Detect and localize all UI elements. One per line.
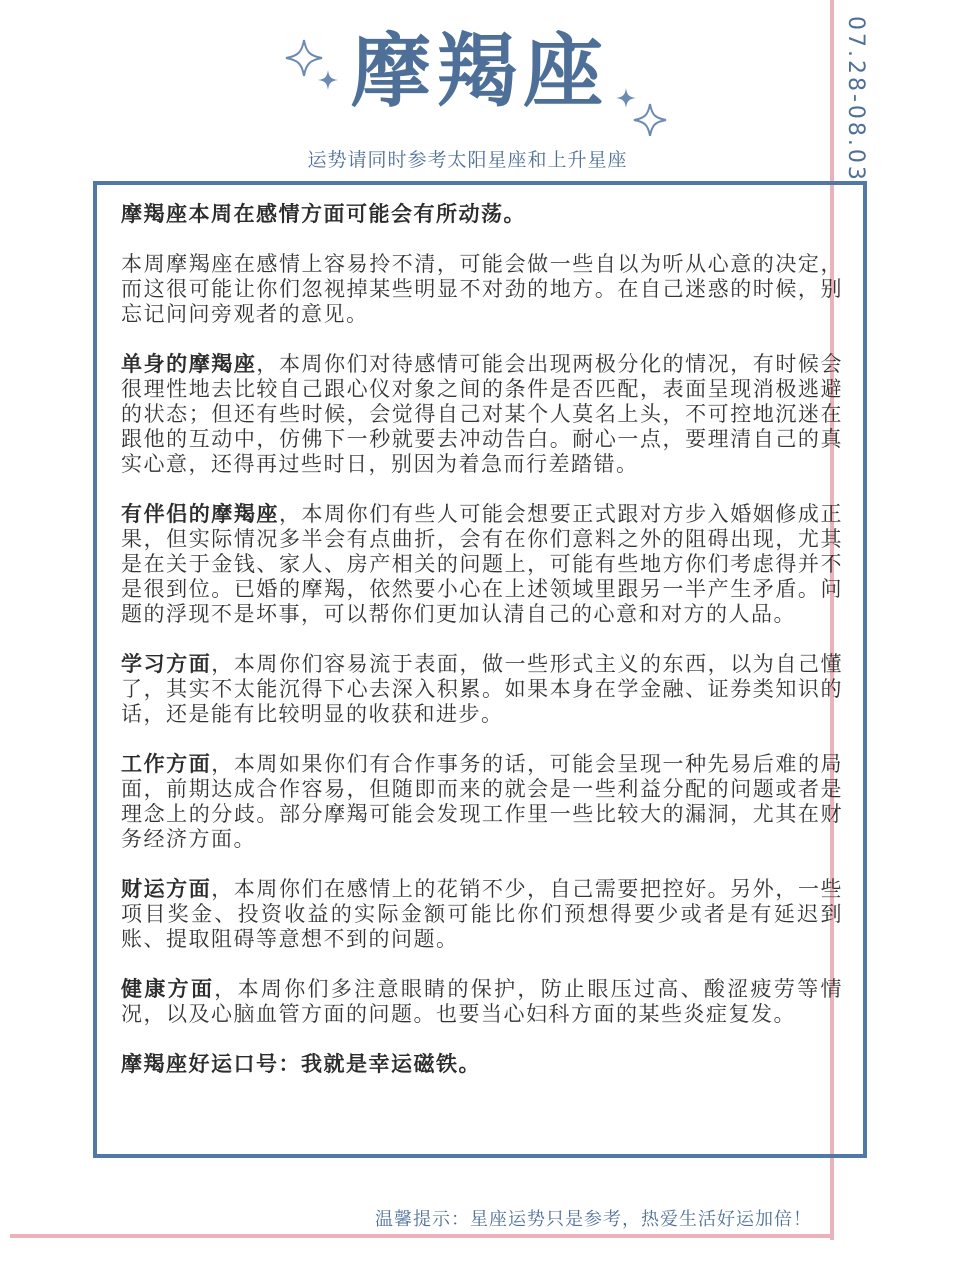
- intro-paragraph: 本周摩羯座在感情上容易拎不清，可能会做一些自以为听从心意的决定，而这很可能让你们忽视掉某些明显不对劲的地方。在自己迷惑的时候，别忘记问问旁观者的意见。: [121, 252, 843, 326]
- single-text: ，本周你们对待感情可能会出现两极分化的情况，有时候会很理性地去比较自己跟心仪对象之间的条件是否匹配，表面呈现消极逃避的状态；但还有些时候，会觉得自己对某个人莫名上头，不可控地沉迷在跟他的互动中，仿佛下一秒就要去冲动告白。耐心一点，要理清自己的真实心意，还得再过些时日，别因为着急而行差踏错。: [121, 352, 844, 476]
- study-paragraph: [121, 652, 843, 727]
- partnered-paragraph: [121, 502, 843, 627]
- slogan-paragraph: [121, 1052, 843, 1077]
- single-label: 单身的摩羯座: [121, 352, 257, 376]
- health-label: 健康方面: [121, 977, 215, 1001]
- study-label: 学习方面: [121, 652, 212, 676]
- study-text: ，本周你们容易流于表面，做一些形式主义的东西，以为自己懂了，其实不太能沉得下心去深入积累。如果本身在学金融、证券类知识的话，还是能有比较明显的收获和进步。: [121, 652, 844, 726]
- single-paragraph: [121, 352, 843, 477]
- work-label: 工作方面: [121, 752, 212, 776]
- wealth-paragraph: [121, 877, 843, 952]
- work-text: ，本周如果你们有合作事务的话，可能会呈现一种先易后难的局面，前期达成合作容易，但随即而来的就会是一些利益分配的问题或者是理念上的分歧。部分摩羯可能会发现工作里一些比较大的漏洞，尤其在财务经济方面。: [121, 752, 844, 851]
- health-paragraph: [121, 977, 843, 1027]
- horoscope-card: [93, 181, 867, 1158]
- partnered-label: 有伴侣的摩羯座: [121, 502, 279, 526]
- page-subtitle: 运势请同时参考太阳星座和上升星座: [307, 149, 628, 171]
- summary-paragraph: [121, 202, 843, 227]
- wealth-text: ，本周你们在感情上的花销不少，自己需要把控好。另外，一些项目奖金、投资收益的实际金额可能比你们预想得要少或者是有延迟到账、提取阻碍等意想不到的问题。: [121, 877, 844, 951]
- partnered-text: ，本周你们有些人可能会想要正式跟对方步入婚姻修成正果，但实际情况多半会有点曲折，会有在你们意料之外的阻碍出现，尤其是在关于金钱、家人、房产相关的问题上，可能有些地方你们考虑得并不是很到位。已婚的摩羯，依然要小心在上述领域里跟另一半产生矛盾。问题的浮现不是坏事，可以帮你们更加认清自己的心意和对方的人品。: [121, 502, 843, 626]
- summary-text: 摩羯座本周在感情方面可能会有所动荡。: [121, 202, 526, 226]
- date-range: 07.28-08.03: [843, 16, 868, 183]
- work-paragraph: [121, 752, 843, 852]
- pink-horizontal-line: [10, 1234, 834, 1238]
- wealth-label: 财运方面: [121, 877, 212, 901]
- slogan-text: 摩羯座好运口号：我就是幸运磁铁。: [121, 1052, 481, 1076]
- page-title: 摩羯座: [351, 25, 609, 118]
- health-text: ，本周你们多注意眼睛的保护，防止眼压过高、酸涩疲劳等情况，以及心脑血管方面的问题。也要当心妇科方面的某些炎症复发。: [121, 977, 844, 1026]
- footer-tip: 温馨提示：星座运势只是参考，热爱生活好运加倍！: [375, 1209, 812, 1230]
